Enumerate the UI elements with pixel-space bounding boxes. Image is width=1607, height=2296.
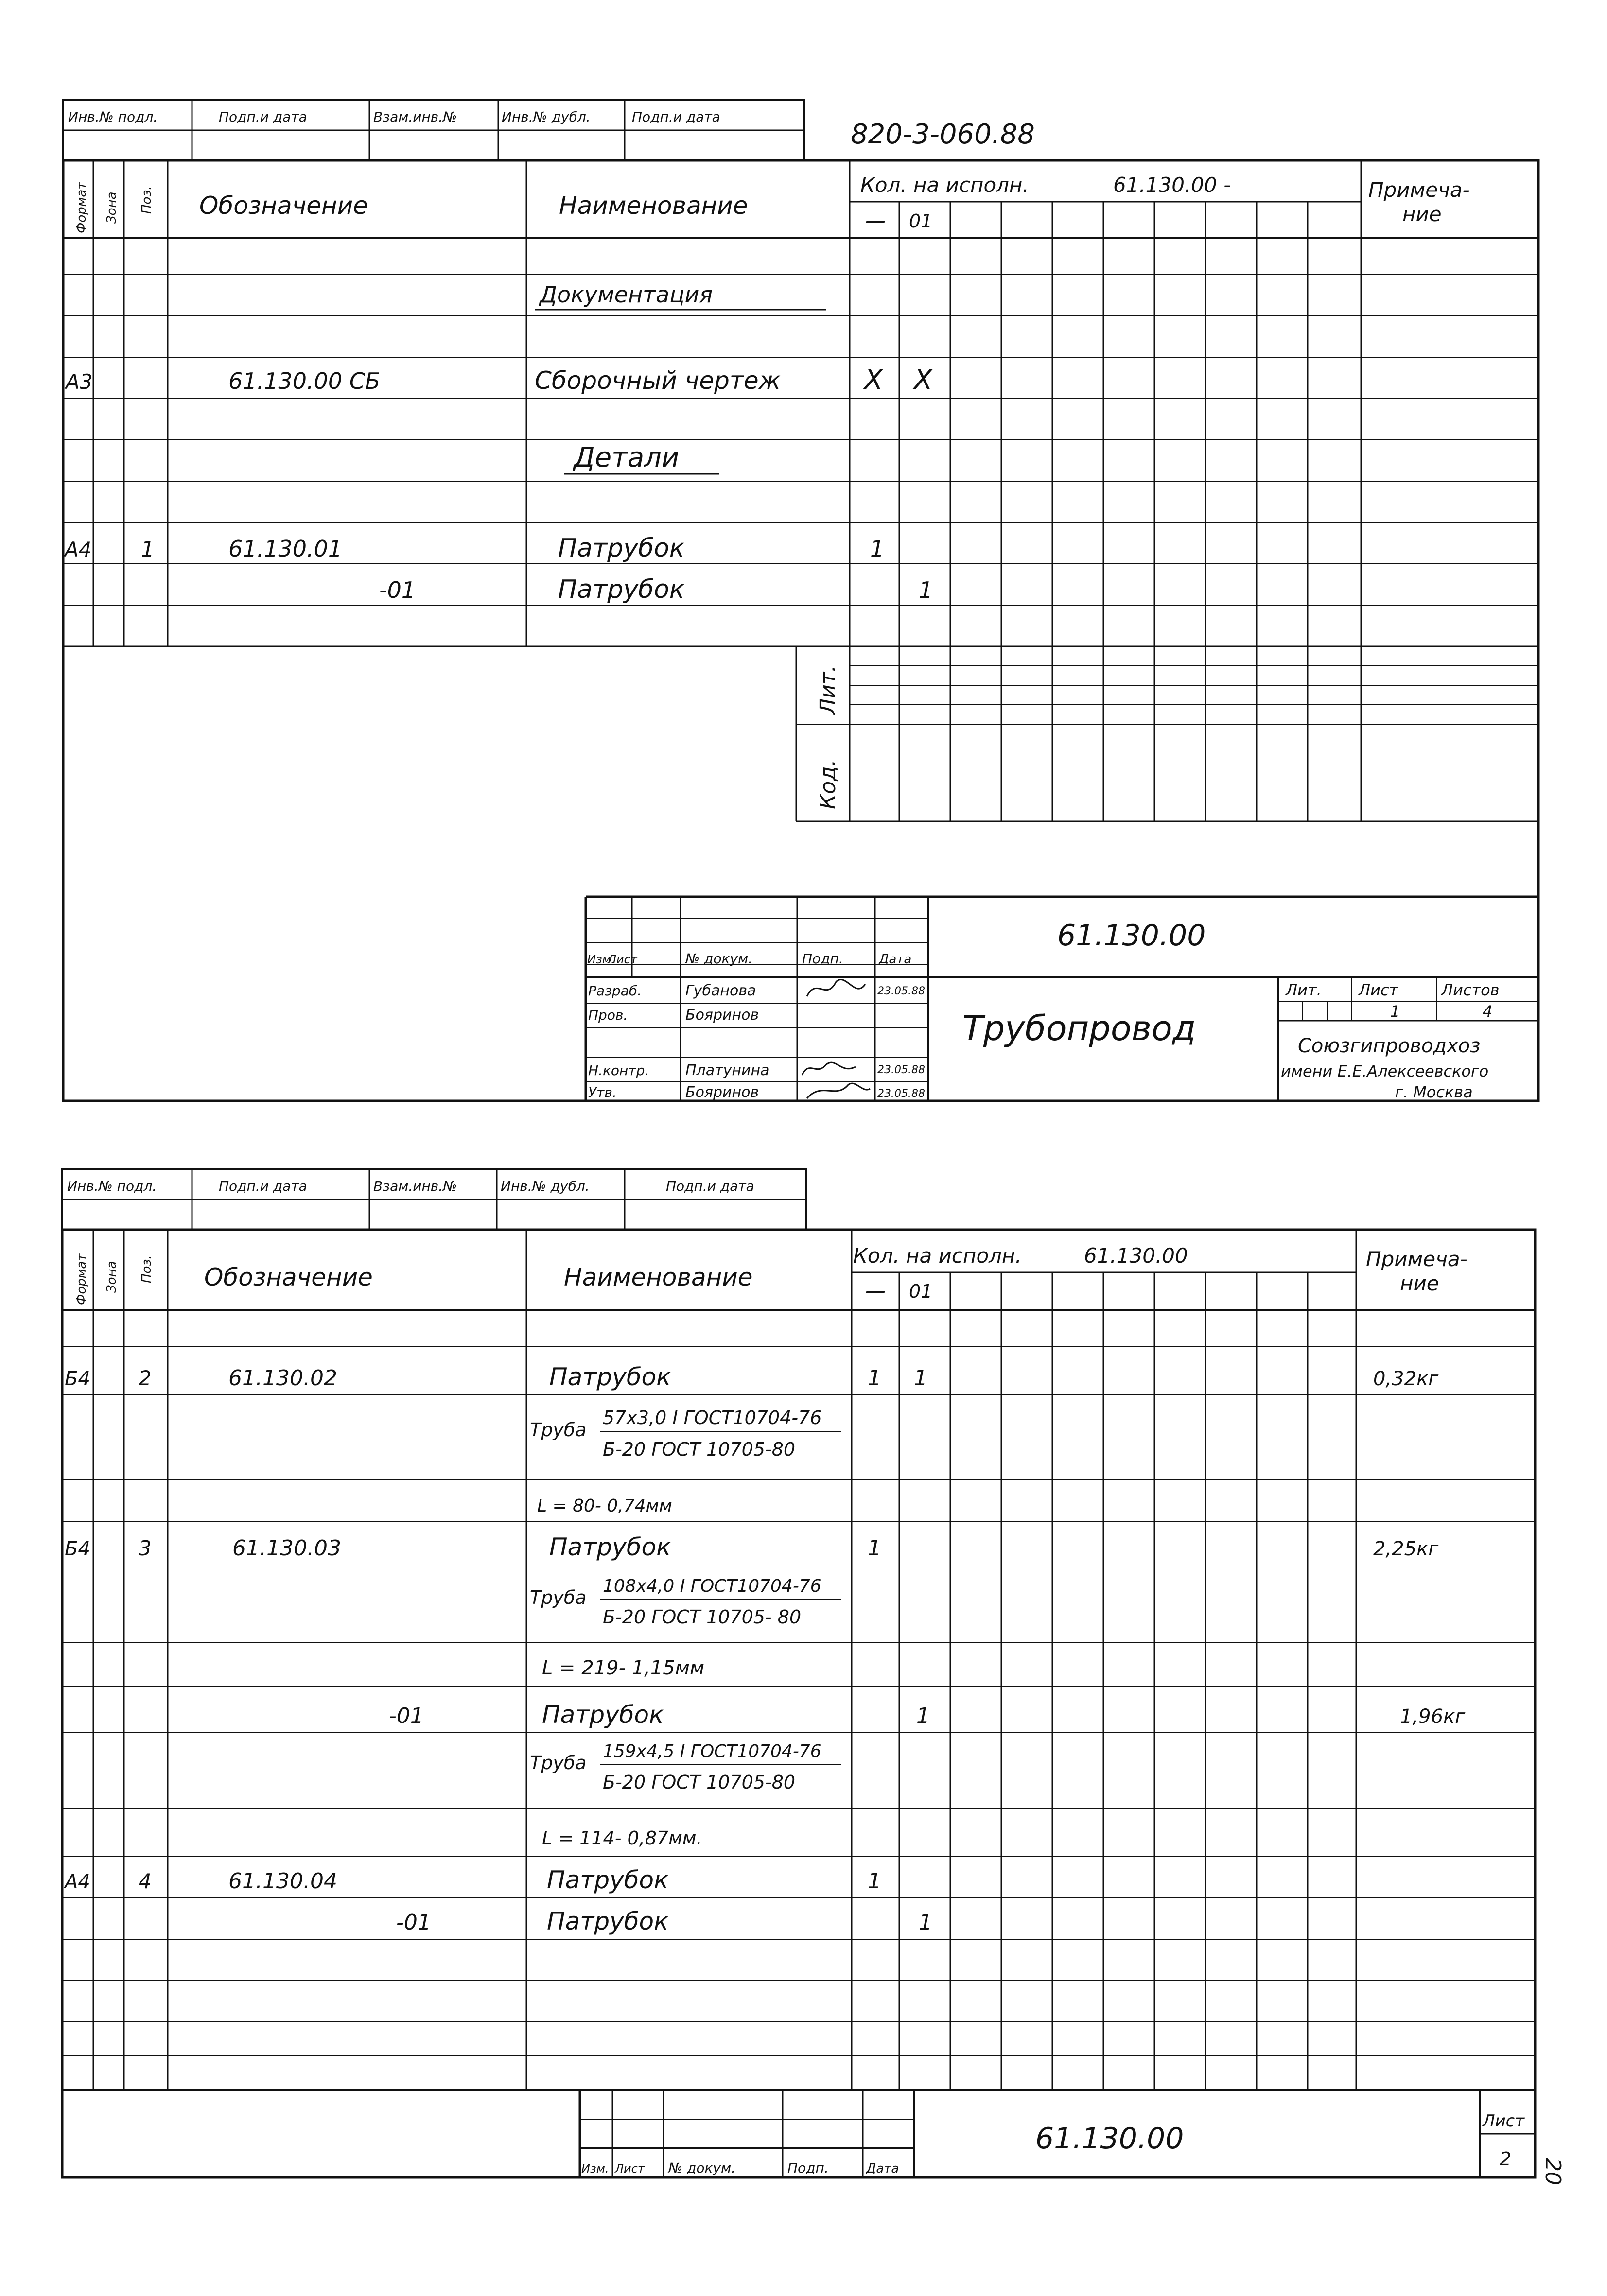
- row-a3-q2: X: [914, 364, 933, 396]
- r4-01-designation: -01: [396, 1910, 431, 1935]
- row-a4-pos: 1: [141, 537, 155, 562]
- row-a3-name: Сборочный чертеж: [535, 366, 781, 395]
- r3-length: L = 219- 1,15мм: [542, 1657, 705, 1679]
- tb2-podp: Подп.: [787, 2160, 829, 2176]
- tb2-sheet-value: 2: [1500, 2148, 1512, 2170]
- tb-date-approve: 23.05.88: [877, 1088, 925, 1100]
- stamp2-podp-data: Подп.и дата: [219, 1178, 307, 1194]
- tb2-list: Лист: [615, 2162, 645, 2175]
- r2-pos: 2: [139, 1366, 152, 1390]
- tb-name-approve: Бояринов: [685, 1084, 759, 1101]
- header-pos: Поз.: [140, 186, 154, 214]
- r3-pipe-label: Труба: [530, 1587, 587, 1608]
- signature-develop: [807, 980, 865, 996]
- tb-role-approve: Утв.: [588, 1084, 617, 1100]
- section-documentation: Документация: [540, 281, 713, 308]
- r2-length: L = 80- 0,74мм: [537, 1496, 672, 1516]
- r4-pos: 4: [139, 1869, 152, 1893]
- r3-q1: 1: [868, 1536, 881, 1561]
- r3-01-name: Патрубок: [542, 1701, 664, 1729]
- header2-col-01: 01: [909, 1281, 933, 1302]
- tb-lit-label: Лит.: [1286, 981, 1322, 999]
- r2-pipe-top: 57х3,0 I ГОСТ10704-76: [603, 1407, 822, 1428]
- sheet-1-rows: [63, 281, 933, 809]
- row-a3-designation: 61.130.00 СБ: [228, 368, 381, 394]
- tb-sheets-label: Листов: [1441, 981, 1500, 999]
- header2-qty: Кол. на исполн.: [853, 1244, 1022, 1268]
- r3-note: 2,25кг: [1373, 1538, 1439, 1560]
- r4-name: Патрубок: [547, 1866, 669, 1894]
- tb-izm: Изм.: [587, 953, 615, 966]
- stamp-vzam-inv: Взам.инв.№: [373, 109, 457, 125]
- header2-variant: 61.130.00: [1084, 1244, 1188, 1268]
- kod-label: Код.: [816, 759, 840, 809]
- tb-role-check: Пров.: [588, 1007, 628, 1023]
- header2-note-1: Примеча-: [1366, 1247, 1467, 1271]
- header2-note-2: ние: [1400, 1271, 1439, 1295]
- header2-col-dash: —: [865, 1279, 886, 1303]
- tb-podp: Подп.: [802, 951, 843, 967]
- stamp-podp-data: Подп.и дата: [219, 109, 307, 125]
- r3-01-length: L = 114- 0,87мм.: [542, 1827, 702, 1849]
- row-a3-q1: X: [864, 364, 883, 396]
- row-01-name: Патрубок: [558, 575, 685, 604]
- sheet-1-stamp-labels: [68, 109, 720, 125]
- r3-pos: 3: [139, 1536, 152, 1560]
- stamp2-vzam-inv: Взам.инв.№: [373, 1178, 457, 1194]
- stamp-inv-dubl: Инв.№ дубл.: [502, 109, 591, 125]
- row-01-q2: 1: [919, 577, 933, 603]
- header2-format: Формат: [74, 1253, 89, 1305]
- r4-q1: 1: [868, 1869, 881, 1894]
- r3-pipe-top: 108х4,0 I ГОСТ10704-76: [603, 1576, 821, 1596]
- stamp2-inv-podl: Инв.№ подл.: [67, 1178, 157, 1194]
- stamp-podp-data-2: Подп.и дата: [632, 109, 720, 125]
- header2-designation: Обозначение: [204, 1263, 373, 1291]
- r2-name: Патрубок: [549, 1363, 671, 1391]
- sheet-2-header: [74, 1244, 1467, 1305]
- r3-01-designation: -01: [389, 1704, 424, 1728]
- tb2-data: Дата: [866, 2161, 899, 2176]
- r4-format: А4: [65, 1871, 90, 1893]
- tb-list: Лист: [608, 953, 637, 966]
- stamp-inv-podl: Инв.№ подл.: [68, 109, 158, 125]
- tb2-designation: 61.130.00: [1035, 2122, 1184, 2156]
- header-zone: Зона: [105, 191, 119, 224]
- header-designation: Обозначение: [199, 191, 368, 220]
- r4-designation: 61.130.04: [228, 1869, 337, 1894]
- header-note-1: Примеча-: [1368, 178, 1470, 202]
- r3-name: Патрубок: [549, 1533, 671, 1561]
- header-variant: 61.130.00 -: [1113, 173, 1231, 197]
- r3-01-pipe-label: Труба: [530, 1752, 587, 1774]
- tb-designation: 61.130.00: [1057, 919, 1206, 953]
- tb-date-develop: 23.05.88: [877, 985, 925, 997]
- tb-org-3: г. Москва: [1395, 1083, 1473, 1101]
- header-qty: Кол. на исполн.: [860, 173, 1029, 197]
- header-note-2: ние: [1402, 202, 1442, 226]
- header2-pos: Поз.: [140, 1255, 154, 1283]
- tb-doc: № докум.: [685, 951, 753, 967]
- stamp2-podp-data-2: Подп.и дата: [666, 1178, 754, 1194]
- row-a4-format: А4: [65, 538, 92, 561]
- tb-data: Дата: [879, 952, 912, 967]
- header-name: Наименование: [559, 191, 748, 220]
- tb-sheet-value: 1: [1390, 1002, 1400, 1021]
- tb-sheets-value: 4: [1483, 1002, 1493, 1021]
- tb2-izm: Изм.: [581, 2162, 609, 2175]
- tb-sheet-label: Лист: [1359, 981, 1398, 999]
- header-format: Формат: [74, 182, 89, 233]
- tb-role-normcontrol: Н.контр.: [588, 1062, 649, 1078]
- r4-01-name: Патрубок: [547, 1907, 669, 1935]
- r3-format: Б4: [65, 1538, 90, 1560]
- r2-q1: 1: [868, 1366, 881, 1391]
- sheet-2: [62, 1169, 1535, 2177]
- sheet-1: [63, 100, 1538, 1101]
- r4-01-q2: 1: [919, 1910, 932, 1935]
- tb2-doc: № докум.: [668, 2160, 736, 2176]
- signature-normcontrol: [802, 1062, 856, 1075]
- tb-name-check: Бояринов: [685, 1007, 759, 1024]
- r2-pipe-label: Труба: [530, 1419, 587, 1441]
- stamp2-inv-dubl: Инв.№ дубл.: [501, 1178, 590, 1194]
- sheet-2-stamp-labels: [67, 1178, 754, 1194]
- tb-role-develop: Разраб.: [588, 983, 642, 999]
- lit-label: Лит.: [816, 665, 840, 714]
- sheet-2-title-block: [581, 2111, 1525, 2176]
- row-a3-format: А3: [66, 370, 93, 394]
- tb-org-1: Союзгипроводхоз: [1298, 1035, 1481, 1057]
- tb-date-normcontrol: 23.05.88: [877, 1064, 925, 1076]
- r2-format: Б4: [65, 1368, 90, 1390]
- tb-name-normcontrol: Платунина: [685, 1062, 769, 1079]
- r2-q2: 1: [914, 1366, 927, 1391]
- r3-01-pipe-top: 159х4,5 I ГОСТ10704-76: [603, 1741, 821, 1761]
- r3-pipe-bottom: Б-20 ГОСТ 10705- 80: [603, 1606, 802, 1628]
- r2-note: 0,32кг: [1373, 1368, 1439, 1390]
- tb-org-2: имени Е.Е.Алексеевского: [1281, 1062, 1489, 1080]
- header2-zone: Зона: [105, 1261, 119, 1293]
- r2-designation: 61.130.02: [228, 1366, 337, 1391]
- r3-designation: 61.130.03: [232, 1536, 341, 1561]
- header2-name: Наименование: [564, 1263, 753, 1291]
- signature-approve: [807, 1083, 870, 1098]
- sheet-1-header: [74, 173, 1470, 233]
- row-01-designation: -01: [379, 577, 416, 603]
- row-a4-designation: 61.130.01: [228, 536, 343, 562]
- r3-01-note: 1,96кг: [1400, 1705, 1466, 1728]
- tb-name-develop: Губанова: [685, 982, 756, 999]
- r2-pipe-bottom: Б-20 ГОСТ 10705-80: [603, 1439, 796, 1460]
- r3-01-pipe-bottom: Б-20 ГОСТ 10705-80: [603, 1772, 796, 1793]
- row-a4-q1: 1: [870, 536, 885, 562]
- section-details: Детали: [574, 442, 680, 473]
- r3-01-q2: 1: [916, 1704, 930, 1728]
- tb2-sheet-label: Лист: [1483, 2111, 1525, 2131]
- header-col-01: 01: [909, 210, 933, 232]
- row-a4-name: Патрубок: [558, 534, 685, 563]
- tb-title: Трубопровод: [962, 1009, 1196, 1048]
- sheet-1-title-block: [587, 919, 1500, 1101]
- header-col-dash: —: [865, 209, 886, 232]
- page-number: 20: [1540, 2158, 1565, 2185]
- doc-code: 820-3-060.88: [851, 119, 1035, 150]
- sheet-2-rows: [63, 1363, 1466, 1935]
